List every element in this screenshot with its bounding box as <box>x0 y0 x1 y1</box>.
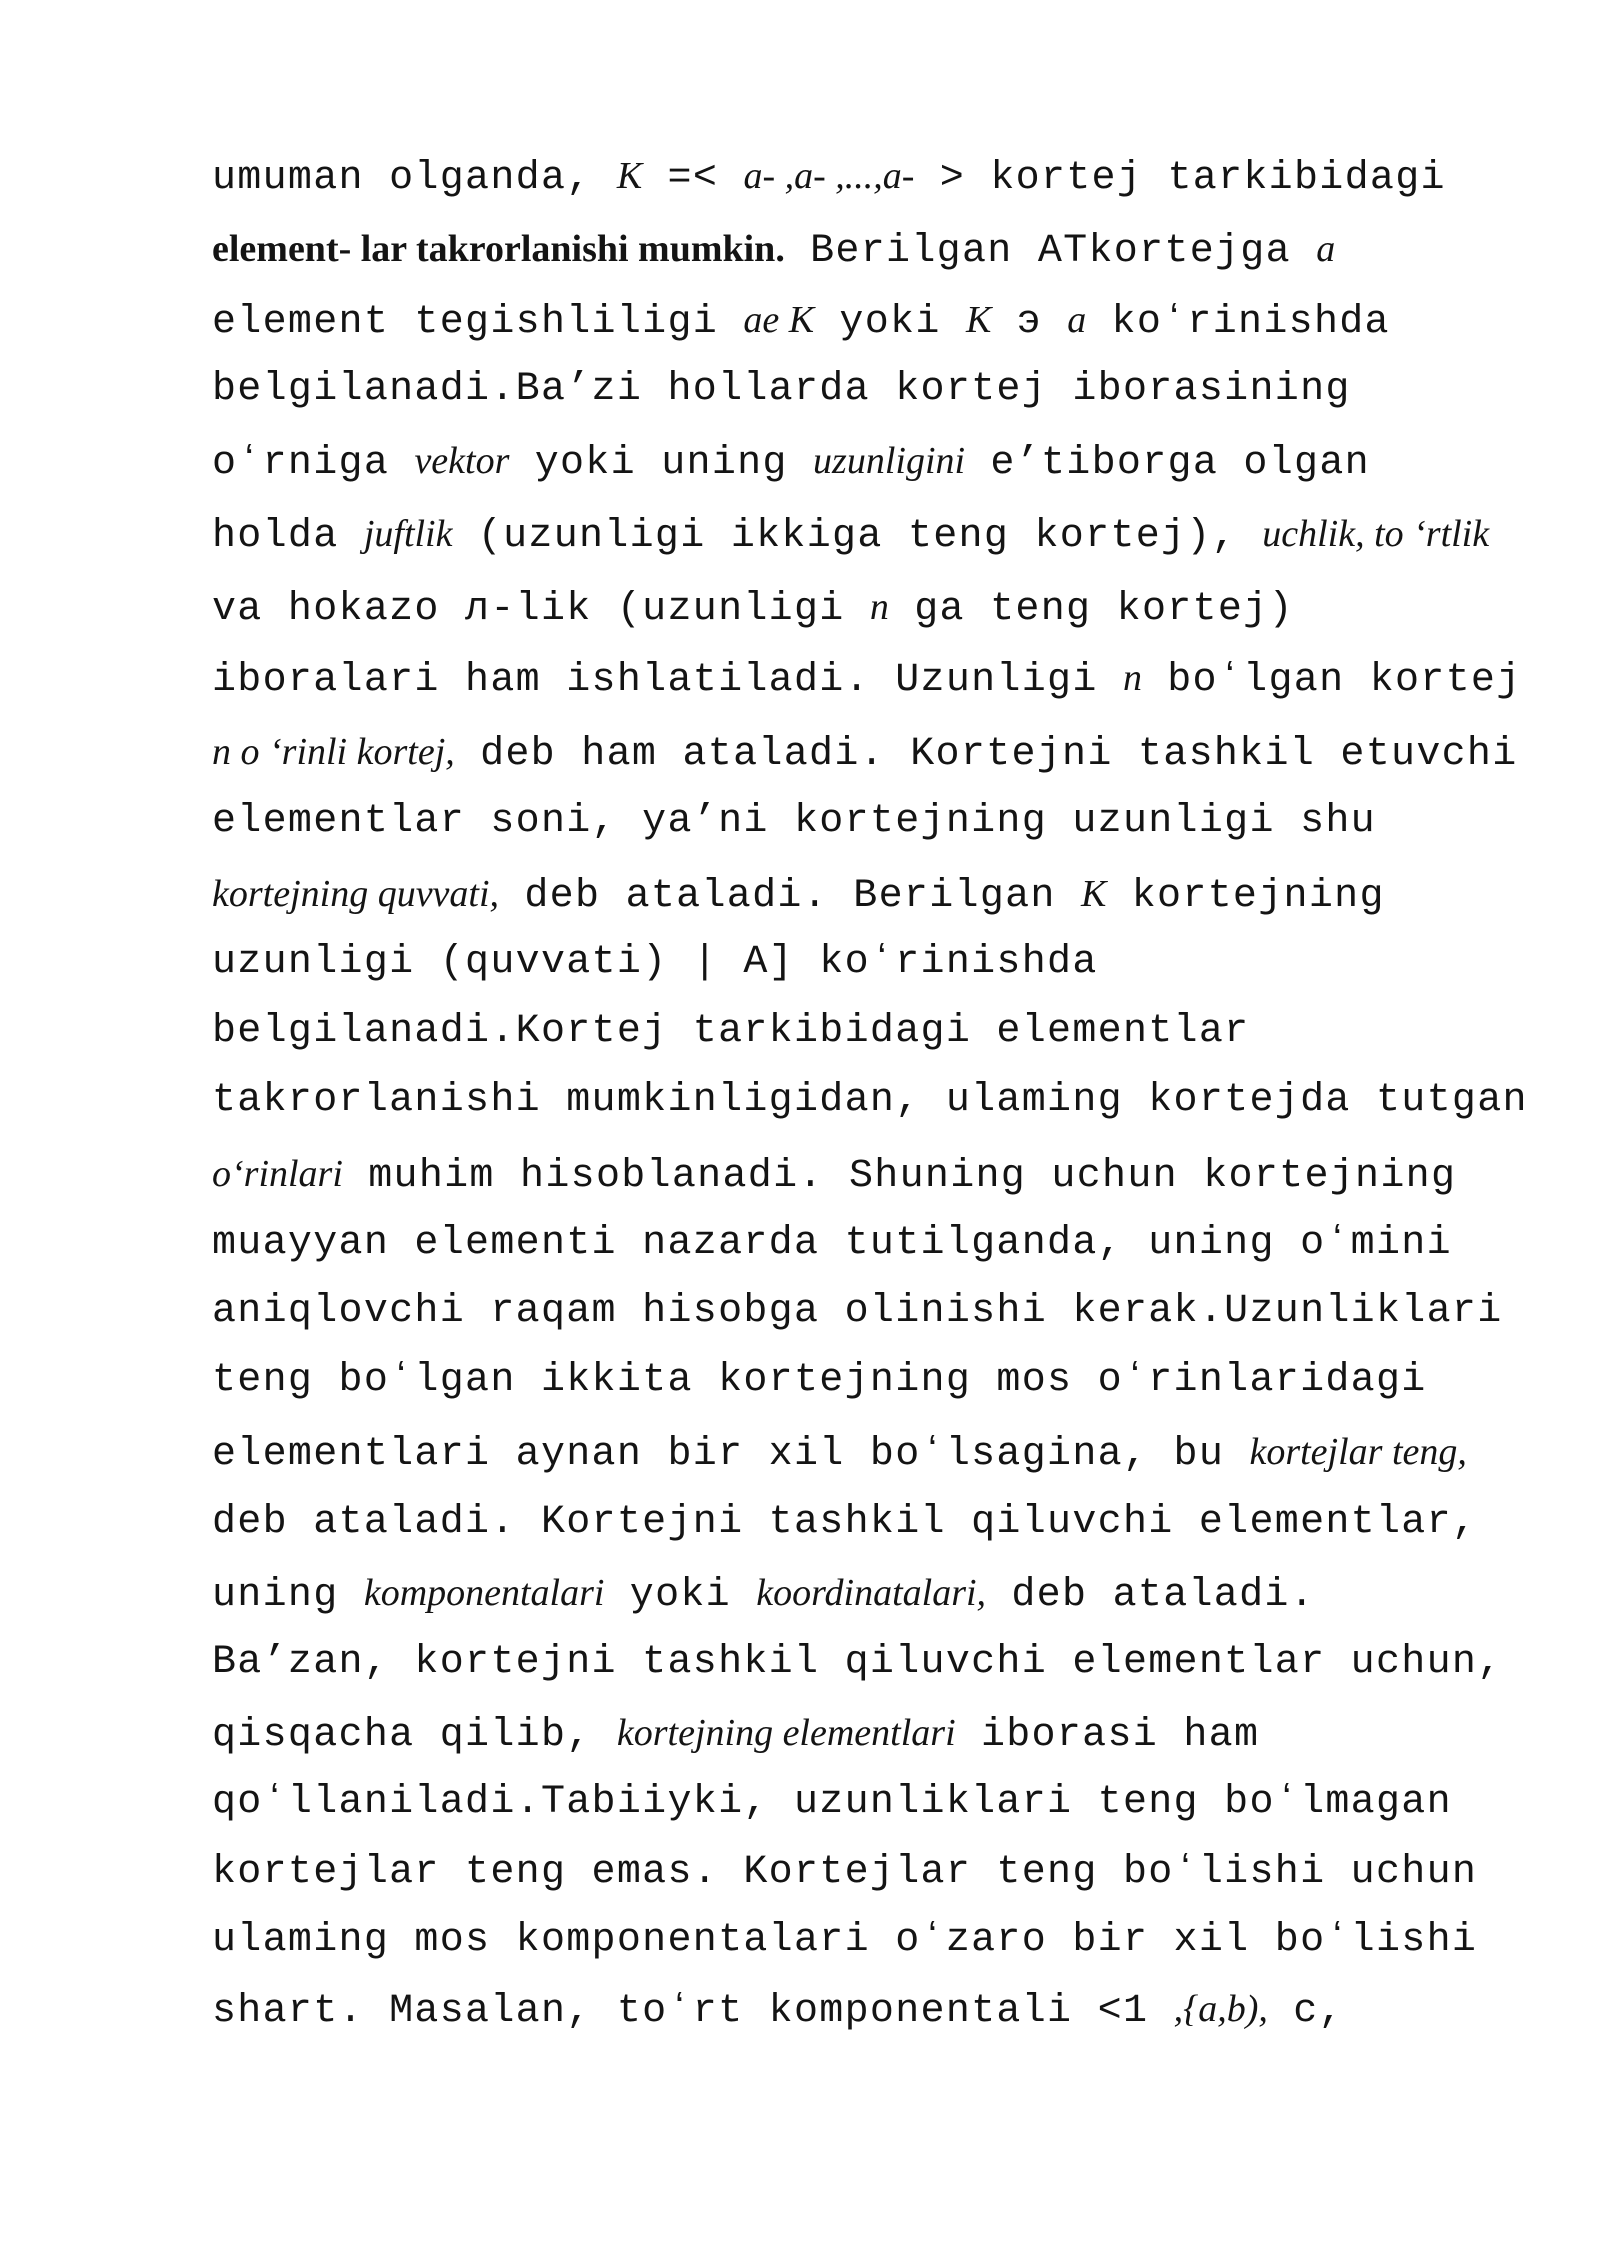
text-line <box>212 230 1335 272</box>
italic-text-run: a <box>1067 299 1087 341</box>
text-run: koʻrinishda <box>1086 300 1390 345</box>
text-line <box>212 157 1446 199</box>
italic-text-run: a- ,a- ,...,a- <box>743 155 915 197</box>
text-run: element tegishliligi <box>212 300 744 345</box>
italic-text-run: ,{a,b), <box>1173 1988 1268 2030</box>
text-line <box>212 1714 1259 1756</box>
text-run: qoʻllaniladi.Tabiiyki, uzunliklari teng boʻlmagan <box>212 1780 1452 1825</box>
italic-text-run: kortejning quvvati, <box>212 873 500 915</box>
italic-text-run: uchlik, to ‘rtlik <box>1262 513 1490 555</box>
italic-text-run: uzunligini <box>813 440 966 482</box>
text-run: boʻlgan kortej <box>1141 658 1522 703</box>
text-line <box>212 1078 1528 1123</box>
text-line <box>212 1155 1456 1197</box>
text-line <box>212 588 1294 630</box>
italic-text-run: n <box>1122 657 1142 699</box>
text-run: aniqlovchi raqam hisobga olinishi kerak.Uzunliklari <box>212 1289 1503 1334</box>
text-run: takrorlanishi mumkinligidan, ulaming kortejda tutgan <box>212 1078 1528 1123</box>
text-run: ulaming mos komponentalari oʻzaro bir xil boʻlishi <box>212 1918 1478 1963</box>
text-line <box>212 1990 1344 2032</box>
text-line <box>212 1289 1503 1334</box>
text-line <box>212 367 1351 412</box>
text-line <box>212 1640 1503 1685</box>
text-run: iboralari ham ishlatiladi. Uzunligi <box>212 658 1123 703</box>
text-run: yoki uning <box>509 441 814 486</box>
text-line <box>212 1780 1452 1825</box>
text-run: (uzunligi ikkiga teng kortej), <box>452 514 1263 559</box>
text-run: elementlar soni, ya’ni kortejning uzunligi shu <box>212 799 1376 844</box>
text-run: deb ataladi. <box>986 1573 1316 1618</box>
italic-text-run: K <box>965 299 992 341</box>
text-run: kortejlar teng emas. Kortejlar teng boʻlishi uchun <box>212 1850 1478 1895</box>
text-run: e’tiborga olgan <box>965 441 1370 486</box>
text-run: belgilanadi.Kortej tarkibidagi elementlar <box>212 1009 1250 1054</box>
text-run: qisqacha qilib, <box>212 1713 617 1758</box>
text-run: oʻrniga <box>212 441 415 486</box>
text-run: deb ataladi. Berilgan <box>499 874 1082 919</box>
italic-text-run: kortejning elementlari <box>616 1712 956 1754</box>
text-line <box>212 799 1376 844</box>
text-run: yoki <box>604 1573 757 1618</box>
text-run: > kortej tarkibidagi <box>914 156 1446 201</box>
text-run: muhim hisoblanadi. Shuning uchun kortejning <box>342 1154 1457 1199</box>
italic-text-run: oʻrinlari <box>212 1153 343 1195</box>
italic-text-run: K <box>1081 873 1107 915</box>
text-line <box>212 301 1390 343</box>
text-run: deb ataladi. Kortejni tashkil qiluvchi elementlar, <box>212 1500 1478 1545</box>
text-run: belgilanadi.Ba’zi hollarda kortej iborasining <box>212 367 1351 412</box>
text-run: umuman olganda, <box>212 156 617 201</box>
text-run: uzunligi (quvvati) | A] koʻrinishda <box>212 940 1098 985</box>
text-run: iborasi ham <box>955 1713 1260 1758</box>
italic-text-run: komponentalari <box>363 1572 605 1614</box>
text-run: ga teng kortej) <box>888 587 1294 632</box>
text-run: muayyan elementi nazarda tutilganda, uning oʻmini <box>212 1221 1452 1266</box>
italic-text-run: n <box>869 586 889 628</box>
text-run: yoki <box>814 300 966 345</box>
italic-text-run: a <box>1316 228 1336 270</box>
text-line <box>212 1918 1478 1963</box>
text-run: kortejning <box>1106 874 1385 919</box>
text-line <box>212 940 1098 985</box>
text-line <box>212 1500 1478 1545</box>
text-line <box>212 1221 1452 1266</box>
text-run: shart. Masalan, toʻrt komponentali <1 <box>212 1989 1174 2034</box>
text-line <box>212 515 1489 557</box>
text-line <box>212 1850 1478 1895</box>
italic-text-run: koordinatalari, <box>756 1572 987 1614</box>
text-line <box>212 1009 1250 1054</box>
text-run: teng boʻlgan ikkita kortejning mos oʻrinlaridagi <box>212 1358 1427 1403</box>
italic-text-run: ae K <box>743 299 815 341</box>
text-run: holda <box>212 514 364 559</box>
text-run: uning <box>212 1573 364 1618</box>
text-run: Ba’zan, kortejni tashkil qiluvchi elementlar uchun, <box>212 1640 1503 1685</box>
italic-text-run: n o ‘rinli kortej, <box>212 731 455 773</box>
text-line <box>212 875 1385 917</box>
text-run: deb ham ataladi. Kortejni tashkil etuvchi <box>454 732 1518 777</box>
italic-text-run: vektor <box>414 440 510 482</box>
text-run: elementlari aynan bir xil boʻlsagina, bu <box>212 1432 1250 1477</box>
text-line <box>212 1358 1427 1403</box>
text-run: =< <box>642 156 744 201</box>
text-run: Berilgan ATkortejga <box>784 229 1317 274</box>
text-run: э <box>991 300 1068 345</box>
text-run: va hokazo л-lik (uzunligi <box>212 587 870 632</box>
text-line <box>212 442 1370 484</box>
text-line <box>212 1433 1467 1475</box>
text-run: c, <box>1267 1989 1344 2034</box>
italic-text-run: K <box>616 155 643 197</box>
italic-text-run: kortejlar teng, <box>1249 1431 1467 1473</box>
bold-text-run: element- lar takrorlanishi mumkin. <box>212 228 785 270</box>
text-line <box>212 659 1522 701</box>
text-line <box>212 1574 1315 1616</box>
italic-text-run: juftlik <box>363 513 453 555</box>
text-line <box>212 733 1518 775</box>
